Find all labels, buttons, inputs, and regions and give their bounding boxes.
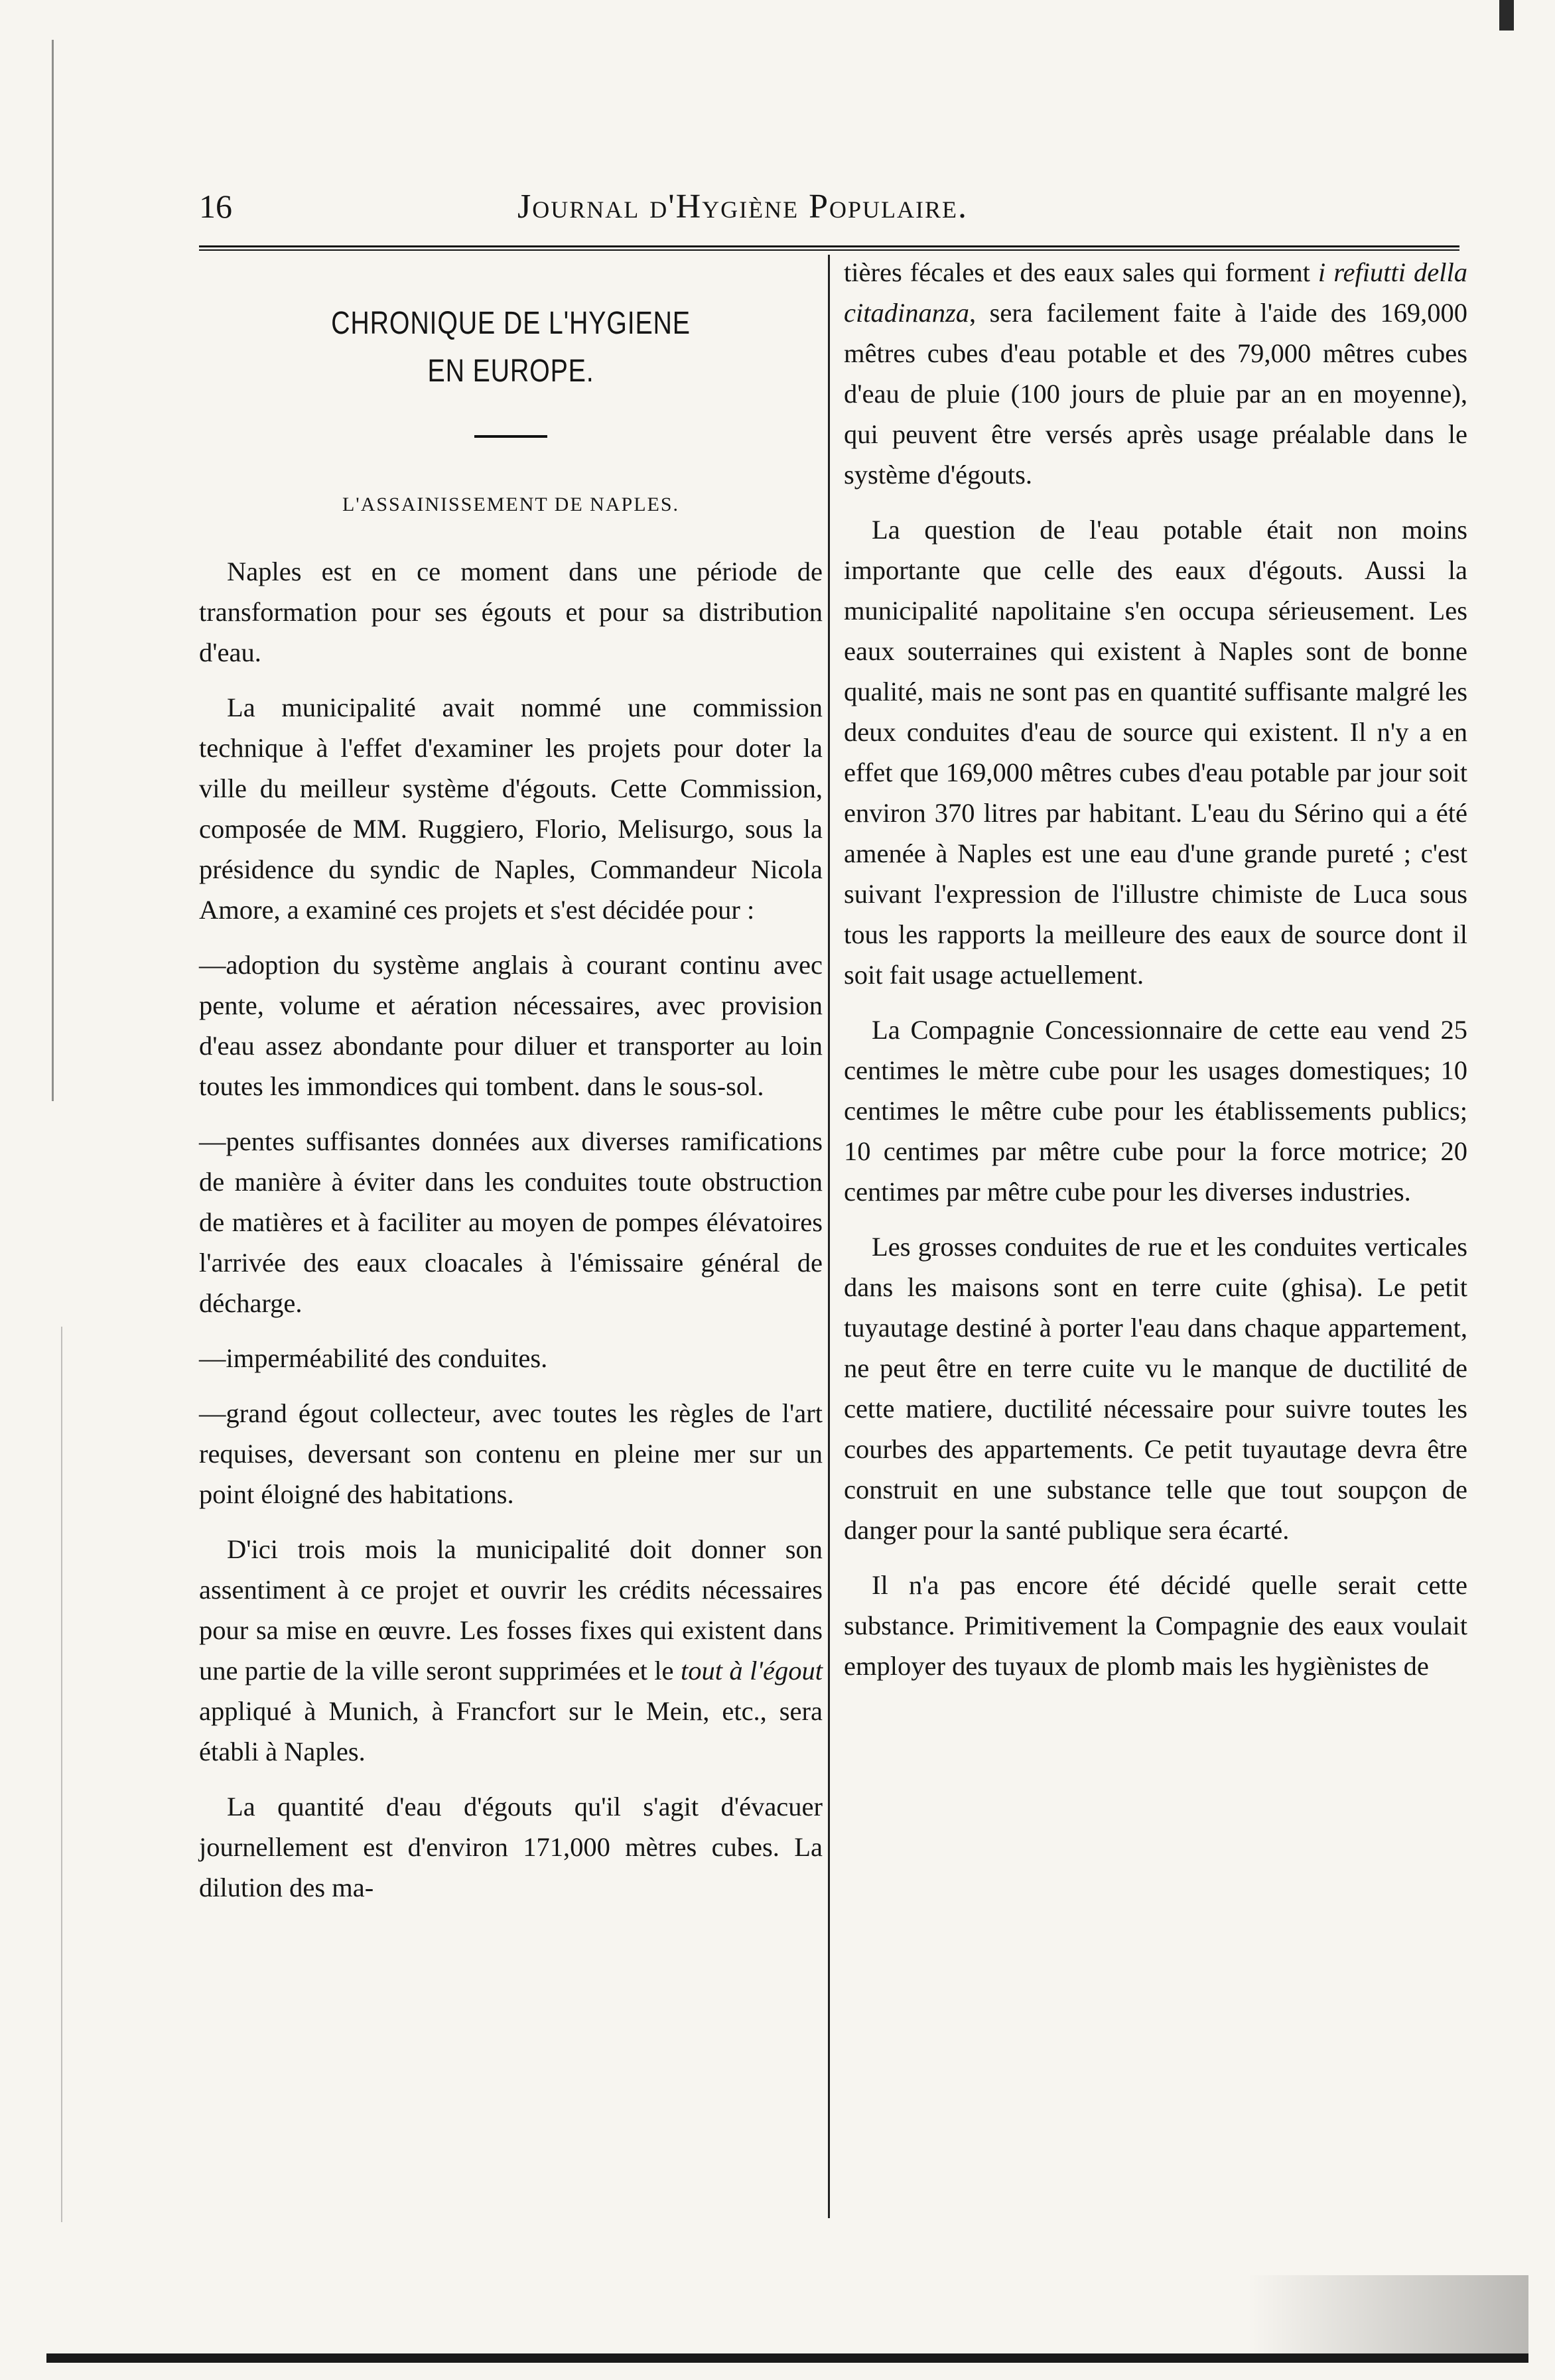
header-rule (199, 245, 1459, 251)
paragraph: La quantité d'eau d'égouts qu'il s'agit d'évacuer journellement est d'environ 171,000 mètres cubes. La dilution des ma- (199, 1792, 823, 1902)
page-header (199, 187, 1459, 240)
list-item: —adoption du système anglais à courant continu avec pente, volume et aération nécessaires, avec provision d'eau assez abondante pour diluer et transporter au loin toutes les immondices qui tombent. dans le sous-sol. (199, 950, 823, 1101)
list-item: —pentes suffisantes données aux diverses ramifications de manière à éviter dans les conduites toute obstruction de matières et à faciliter au moyen de pompes élévatoires l'arrivée des eaux cloacales à l'émissaire général de décharge. (199, 1126, 823, 1318)
scan-mark (1499, 0, 1514, 31)
page-number: 16 (199, 188, 232, 225)
paragraph (199, 1529, 823, 1772)
text-run: tières fécales et des eaux sales qui forment (844, 257, 1310, 287)
page-edge-left (52, 40, 54, 1101)
column-divider (828, 255, 830, 2218)
right-column (844, 252, 1467, 1686)
text-run: appliqué à Munich, à Francfort sur le Mein, etc., sera établi à Naples. (199, 1696, 823, 1766)
list-item: —grand égout collecteur, avec toutes les règles de l'art requises, deversant son contenu en pleine mer sur un point éloigné des habitations. (199, 1398, 823, 1509)
section-title-line2: EN EUROPE. (427, 354, 594, 389)
left-column (199, 252, 823, 1908)
scan-shadow (1247, 2275, 1528, 2353)
paragraph: La municipalité avait nommé une commission technique à l'effet d'examiner les projets pour doter la ville du meilleur système d'égouts. Cette Commission, composée de MM. Ruggiero, Florio, Melisurgo, sous la présidence du syndic de Naples, Commandeur Nicola Amore, a examiné ces projets et s'est décidée pour : (199, 693, 823, 925)
paragraph: Il n'a pas encore été décidé quelle serait cette substance. Primitivement la Compagnie des eaux voulait employer des tuyaux de plomb mais les hygiènistes de (844, 1570, 1467, 1681)
italic-phrase: tout à l'égout (680, 1656, 823, 1686)
paragraph: La question de l'eau potable était non moins importante que celle des eaux d'égouts. Aussi la municipalité napolitaine s'en occupa sérieusement. Les eaux souterraines qui existent à Naples sont de bonne qualité, mais ne sont pas en quantité suffisante malgré les deux conduites d'eau de source qui existent. Il n'y a en effet que 169,000 mêtres cubes d'eau potable par jour soit environ 370 litres par habitant. L'eau du Sérino qui a été amenée à Naples est une eau d'une grande pureté ; c'est suivant l'expression de l'illustre chimiste de Luca sous tous les rapports la meilleure des eaux de source dont il soit fait usage actuellement. (844, 515, 1467, 990)
paragraph: Les grosses conduites de rue et les conduites verticales dans les maisons sont en terre cuite (ghisa). Le petit tuyautage destiné à porter l'eau dans chaque appartement, ne peut être en terre cuite vu le manque de ductilité de cette matiere, ductilité nécessaire pour suivre toutes les courbes des appartements. Ce petit tuyautage devra être construit en une substance telle que tout soupçon de danger pour la santé publique sera écarté. (844, 1232, 1467, 1545)
title-rule (474, 435, 547, 438)
italic-phrase: i refiutti della citadinanza (844, 257, 1467, 328)
page-edge-left-lower (61, 1327, 62, 2222)
text-run: D'ici trois mois la municipalité doit donner son assentiment à ce projet et ouvrir les crédits nécessaires pour sa mise en œuvre. Les fosses fixes qui existent dans une partie de la ville seront supprimées et le (199, 1534, 823, 1686)
text-run: , sera facilement faite à l'aide des 169,000 mêtres cubes d'eau potable et des 79,000 mêtres cubes d'eau de pluie (100 jours de pluie par an en moyenne), qui peuvent être versés après usage préalable dans le système d'égouts. (844, 298, 1467, 490)
paragraph (844, 252, 1467, 495)
section-title-line1: CHRONIQUE DE L'HYGIENE (331, 306, 691, 341)
section-title (255, 300, 767, 395)
article-subtitle: L'ASSAINISSEMENT DE NAPLES. (342, 494, 680, 515)
page-bottom-edge (46, 2353, 1528, 2363)
running-title: Journal d'Hygiène Populaire. (517, 188, 969, 226)
paragraph: La Compagnie Concessionnaire de cette eau vend 25 centimes le mètre cube pour les usages domestiques; 10 centimes le mêtre cube pour les établissements publics; 10 centimes par mêtre cube pour la force motrice; 20 centimes par mêtre cube pour les diverses industries. (844, 1015, 1467, 1207)
paragraph: Naples est en ce moment dans une période de transformation pour ses égouts et pour sa distribution d'eau. (199, 557, 823, 667)
list-item: —imperméabilité des conduites. (199, 1343, 548, 1373)
